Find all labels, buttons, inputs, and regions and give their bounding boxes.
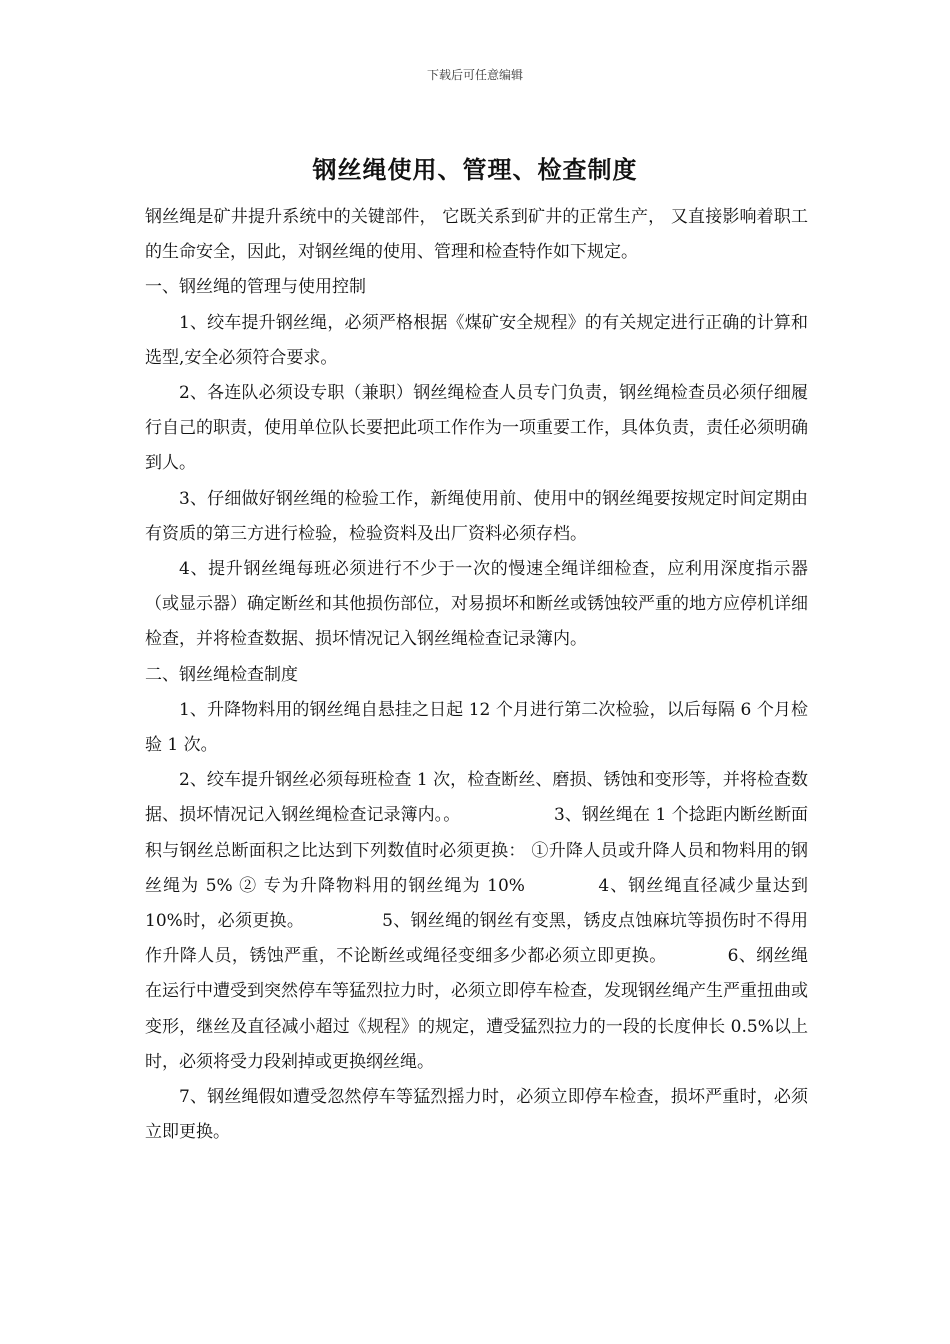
section-heading-2: 二、钢丝绳检查制度 [145, 664, 298, 685]
page-header: 下载后可任意编辑 [426, 68, 523, 82]
paragraph-1-4: 4、提升钢丝绳每班必须进行不少于一次的慢速全绳详细检查，应利用深度指示器（或显示器）确定断丝和其他损伤部位，对易损坏和断丝或锈蚀较严重的地方应停机详细检查，并将检查数据、损坏情况记入钢丝绳检查记录簿内。 [145, 559, 808, 650]
paragraph-2-7: 7、钢丝绳假如遭受忽然停车等猛烈摇力时，必须立即停车检查，损坏严重时，必须立即更换。 [145, 1087, 808, 1143]
paragraph-1-2: 2、各连队必须设专职（兼职）钢丝绳检查人员专门负责，钢丝绳检查员必须仔细履行自己的职责，使用单位队长要把此项工作作为一项重要工作，具体负责，责任必须明确到人。 [145, 383, 808, 474]
paragraph-2-1: 1、升降物料用的钢丝绳自悬挂之日起 12 个月进行第二次检验，以后每隔 6 个月检验 1 次。 [145, 699, 808, 756]
paragraph-1-1: 1、绞车提升钢丝绳，必须严格根据《煤矿安全规程》的有关规定进行正确的计算和选型,安全必须符合要求。 [145, 312, 808, 368]
paragraph-1-3: 3、仔细做好钢丝绳的检验工作，新绳使用前、使用中的钢丝绳要按规定时间定期由有资质的第三方进行检验，检验资料及出厂资料必须存档。 [145, 488, 808, 544]
intro-paragraph: 钢丝绳是矿井提升系统中的关键部件， 它既关系到矿井的正常生产， 又直接影响着职工的生命安全，因此，对钢丝绳的使用、管理和检查特作如下规定。 [145, 207, 808, 263]
document-body [145, 200, 808, 1150]
paragraph-2-2: 2、绞车提升钢丝必须每班检查 1 次，检查断丝、磨损、锈蚀和变形等，并将检查数据、损坏情况记入钢丝绳检查记录簿内。。 3、钢丝绳在 1 个捻距内断丝断面积与钢丝总断面积之比达到下列数值时必须更换： ①升降人员或升降人员和物料用的钢丝绳为 5% ② 专为升降物料用的钢丝绳为 10% 4、钢丝绳直径减少量达到 10%时，必须更换。 5、钢丝绳的钢丝有变黑，锈皮点蚀麻坑等损伤时不得用作升降人员，锈蚀严重，不论断丝或绳径变细多少都必须立即更换。 6、纲丝绳在运行中遭受到突然停车等猛烈拉力时，必须立即停车检查，发现钢丝绳产生严重扭曲或变形，继丝及直径减小超过《规程》的规定，遭受猛烈拉力的一段的长度伸长 0.5%以上时，必须将受力段剁掉或更换纲丝绳。 [145, 770, 808, 1072]
document-title: 钢丝绳使用、管理、检查制度 [312, 155, 638, 184]
section-heading-1: 一、钢丝绳的管理与使用控制 [145, 277, 366, 298]
